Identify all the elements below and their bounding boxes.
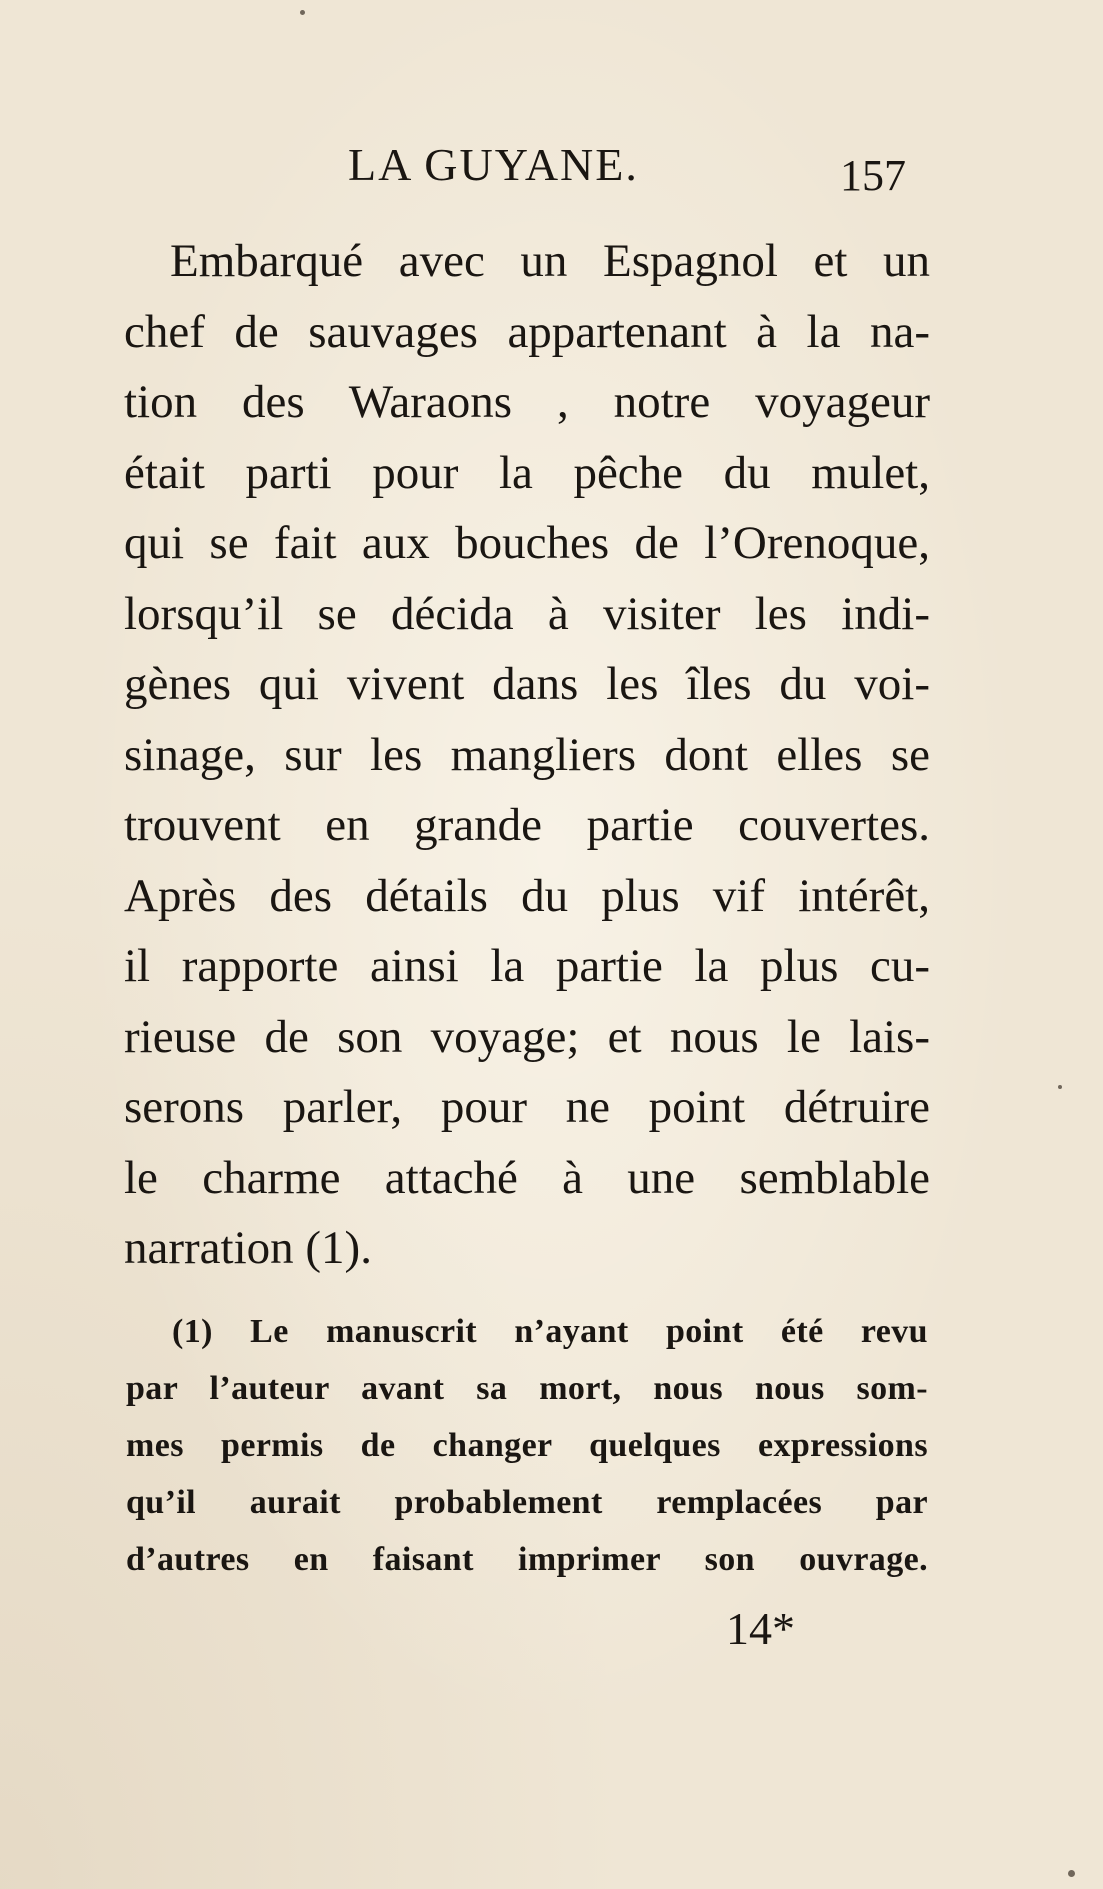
footnote (126, 1303, 928, 1588)
body-line: qui se fait aux bouches de l’Orenoque, (124, 517, 930, 569)
body-line: le charme attaché à une semblable (124, 1151, 930, 1204)
body-line: rieuse de son voyage; et nous le lais- (124, 1010, 930, 1063)
body-line: Après des détails du plus vif intérêt, (124, 869, 930, 922)
footnote-line: mes permis de changer quelques expressions (126, 1427, 928, 1464)
body-line: était parti pour la pêche du mulet, (124, 446, 930, 499)
body-line: trouvent en grande partie couvertes. (124, 799, 930, 851)
running-head: LA GUYANE. (348, 139, 639, 190)
body-line: lorsqu’il se décida à visiter les indi- (124, 587, 930, 640)
body-line: narration (1). (124, 1222, 372, 1274)
paper-speck (1058, 1085, 1062, 1089)
paper-speck (300, 10, 305, 15)
body-line: chef de sauvages appartenant à la na- (124, 305, 930, 358)
footnote-line: par l’auteur avant sa mort, nous nous som- (126, 1370, 928, 1407)
footnote-line: (1) Le manuscrit n’ayant point été revu (172, 1313, 928, 1350)
page-number: 157 (840, 151, 906, 200)
body-paragraph (124, 226, 930, 1284)
body-line: sinage, sur les mangliers dont elles se (124, 728, 930, 781)
paper-speck (1068, 1870, 1075, 1877)
body-line: il rapporte ainsi la partie la plus cu- (124, 940, 930, 992)
body-line: serons parler, pour ne point détruire (124, 1081, 930, 1133)
body-line: gènes qui vivent dans les îles du voi- (124, 658, 930, 710)
footnote-line: qu’il aurait probablement remplacées par (126, 1484, 928, 1521)
signature-mark: 14* (726, 1603, 795, 1654)
body-line: tion des Waraons , notre voyageur (124, 376, 930, 428)
footnote-line: d’autres en faisant imprimer son ouvrage. (126, 1541, 928, 1578)
body-line: Embarqué avec un Espagnol et un (170, 235, 930, 287)
